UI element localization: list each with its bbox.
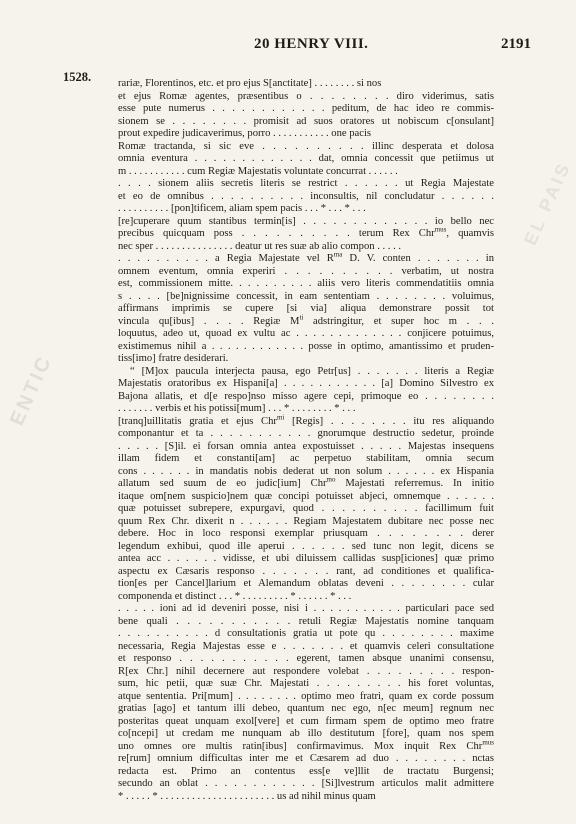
text-line: et ejus Romæ agentes, præsentibus o . . . . . . . . diro viderimus, satis xyxy=(118,90,494,102)
text-line: necessaria, Regia Majestas esse e . . . . . . . et quamvis celeri consultatione xyxy=(118,640,494,652)
text-line: co[ncepi] ut credam me nunquam ab illo destitutum [fore], quam nos spem xyxy=(118,728,494,739)
text-line: sum, hic petii, quæ suæ Chr. Majestati . . . . . . . . . his foret voluntas, xyxy=(118,678,494,689)
page-number: 2191 xyxy=(501,36,531,52)
text-line: tiss[imo] fratre desiderari. xyxy=(118,353,229,364)
text-line: vincula qu[ibus] . . . . Regiæ $M^{ti}$ adstringitur, et super hoc m . . . xyxy=(118,312,495,327)
text-line: re[rum] omnium difficultas inter me et Cæsarem ad duo . . . . . . . . nctas xyxy=(118,753,494,764)
text-line: s . . . . [be]nignissime concessit, in eam sententiam . . . . . . . . voluimus, xyxy=(118,290,494,302)
text-line: secundo an oblat . . . . . . . . . . . . [Si]lvestrum articulos malit admittere xyxy=(118,778,494,789)
text-line: posteritas queat unquam exol[vere] et cum firmam spem de optimo meo fratre xyxy=(118,715,494,727)
text-line: Romæ tractanda, si sic eve . . . . . . . . . . illinc desperata et dolosa xyxy=(118,140,494,152)
watermark-text-b: EL PAIS xyxy=(520,158,575,249)
text-line: . . . . . . . . . . a Regia Majestate vel $R^{ma}$ D. V. conten . . . . . . . in xyxy=(118,250,494,264)
text-line: quæ potuisset subrepere, expurgavi, quod . . . . . . . . . . facillimum fuit xyxy=(118,503,494,514)
text-line: uno omnes ore multis ratin[ibus] confirmavimus. Mox inquit Rex Chr$^{mus}$ xyxy=(118,737,494,752)
running-title: 20 HENRY VIII. xyxy=(254,36,369,52)
watermark-right xyxy=(520,158,576,248)
text-line: . . . . . [S]il. ei forsan omnia antea expostuisset . . . . . Majestas insequens xyxy=(118,440,494,452)
text-line: aspectu ex Cæsaris responso . . . . . . . rant, ad conditiones et qualifica- xyxy=(118,565,494,577)
text-line: R[ex Chr.] nihil decernere aut respondere volebat . . . . . . . . . respon- xyxy=(118,665,494,677)
text-line: omnia eventura . . . . . . . . . . . . . dat, omnia concessit que petiimus ut xyxy=(118,153,494,164)
text-line: . . . . . . . . . . d consultationis gratia ut pote qu . . . . . . . . maxime xyxy=(118,628,494,639)
text-line: existimemus nihil a . . . . . . . . . . . . posse in optimo, amantissimo et pruden- xyxy=(118,340,494,352)
text-line: Bajona allatis, et d[e respo]nso misso agere cepi, primoque eo . . . . . . . . xyxy=(118,390,494,402)
text-line: Majestatis oratoribus ex Hispani[a] . . . . . . . . . . . [a] Domino Silvestro ex xyxy=(118,378,494,389)
text-line: et responso . . . . . . . . . . . egerent, tamen absque unanimi consensu, xyxy=(118,653,494,664)
text-line: cons . . . . . . in mandatis nobis dederat ut non solum . . . . . . ex Hispania xyxy=(118,465,494,477)
text-line: legendum exhibui, quod ille aperui . . . . . . sed tunc non legit, dicens se xyxy=(118,540,494,552)
text-line: rariæ, Florentinos, etc. et pro ejus S[anctitate] . . . . . . . . si nos xyxy=(118,78,382,89)
running-header xyxy=(0,36,567,56)
watermark-left xyxy=(6,351,58,429)
text-line: itaque om[nem suspicio]nem quæ concipi potuisset abjeci, omnemque . . . . . . xyxy=(118,490,494,502)
text-line: sionem se . . . . . . . . promisit ad suos oratores ut nobiscum c[onsulant] xyxy=(118,115,494,127)
text-line: allatum sed suum de eo judic[ium] Chr$^{mo}$ Majestati referremus. In initio xyxy=(118,475,494,489)
text-line: omnem eventum, omnia experiri . . . . . . . . . . verbatim, ut nostra xyxy=(118,265,494,277)
text-line: nec sper . . . . . . . . . . . . . . . deatur ut res suæ ab alio compon . . . . . xyxy=(118,240,402,252)
text-line: affirmans imprimis se cupere [si via] aliqua demonstrare possit tot xyxy=(118,303,494,314)
text-line: [re]cuperare quum stantibus termin[is] . . . . . . . . . . . . . io bello nec xyxy=(118,215,494,227)
text-line: precibus quicquam poss . . . . . . . . . . terum Rex Chr$^{mus}$, quamvis xyxy=(118,225,494,239)
text-line: prout expedire judicaverimus, porro . . . . . . . . . . . one pacis xyxy=(118,128,372,139)
text-line: loquutus, adeo ut, quoad ex vultu ac . . . . . . . . . . . . . conjicere potuimus, xyxy=(118,328,494,339)
margin-year: 1528. xyxy=(63,70,92,84)
text-line: atque sententia. Pri[mum] . . . . . . . . optimo meo fratri, quam ex corde possum xyxy=(118,690,494,702)
text-line: bene quali . . . . . . . . . . . retuli Regiæ Majestatis nomine tanquam xyxy=(118,615,494,627)
text-line: “ [M]ox paucula interjecta pausa, ego Petr[us] . . . . . . . literis a Regiæ xyxy=(130,365,494,377)
text-line: componantur et ta . . . . . . . . . . . gnorumque destructio sedetur, proinde xyxy=(118,428,494,439)
text-line: componenda et distinct . . . * . . . . . . . . . * . . . . . . * . . . xyxy=(118,590,352,602)
text-line: illam fidem et constanti[am] ac perpetuo stabilitam, omnia secum xyxy=(118,453,494,464)
text-line: . . . . sionem aliis secretis literis se restrict . . . . . . ut Regia Majestate xyxy=(118,178,494,189)
text-line: esse pute numerus . . . . . . . . . . . . peditum, de hac ideo re commis- xyxy=(118,103,494,114)
text-line: * . . . . . * . . . . . . . . . . . . . . . . . . . . . . us ad nihil minus quam xyxy=(118,790,376,802)
text-line: . . . . . . . . . . [pon]tificem, aliam spem pacis . . . * . . . * . . . xyxy=(118,203,366,214)
text-line: [tranq]uillitatis gratia et ejus Chr$^{mi}$ [Regis] . . . . . . . . itu res aliquando xyxy=(118,412,495,427)
text-line: quum Rex Chr. dixerit n . . . . . . Regiam Majestatem dubitare nec posse nec xyxy=(118,515,494,527)
text-line: redacta est. Primo an contentus ess[e ve]llit de tractatu Burgensi; xyxy=(118,765,494,777)
text-line: m . . . . . . . . . . . cum Regiæ Majestatis voluntate concurrat . . . . . . xyxy=(118,165,398,177)
text-line: debere. Hoc in loco responsi exemplar priusquam . . . . . . . . derer xyxy=(118,528,494,539)
text-line: antea acc . . . . . . vidisse, et ubi diluissem callidas susp[iciones] quæ primo xyxy=(118,553,494,564)
watermark-text-a: ENTIC xyxy=(6,351,57,429)
text-line: . . . . . ioni ad id deveniri posse, nisi i . . . . . . . . . . . particulari pace sed xyxy=(118,603,494,614)
text-line: . . . . . . . verbis et his potissi[mum] . . . * . . . . . . . . * . . . xyxy=(118,403,356,414)
body-text xyxy=(118,78,494,803)
text-line: gratias [ago] et tantum illi debeo, quantum nec ego, n[ec meum] regnum nec xyxy=(118,703,494,714)
text-line: et eo de omnibus . . . . . . . . . . inconsultis, nil concludatur . . . . . . xyxy=(118,190,494,202)
text-line: est, commissionem mitte. . . . . . . . . . aliis vero literis commendatitiis omnia xyxy=(118,278,494,289)
text-line: tion[es per Cancel]larium et Alemandum oblatas deveni . . . . . . . . cular xyxy=(118,578,494,589)
